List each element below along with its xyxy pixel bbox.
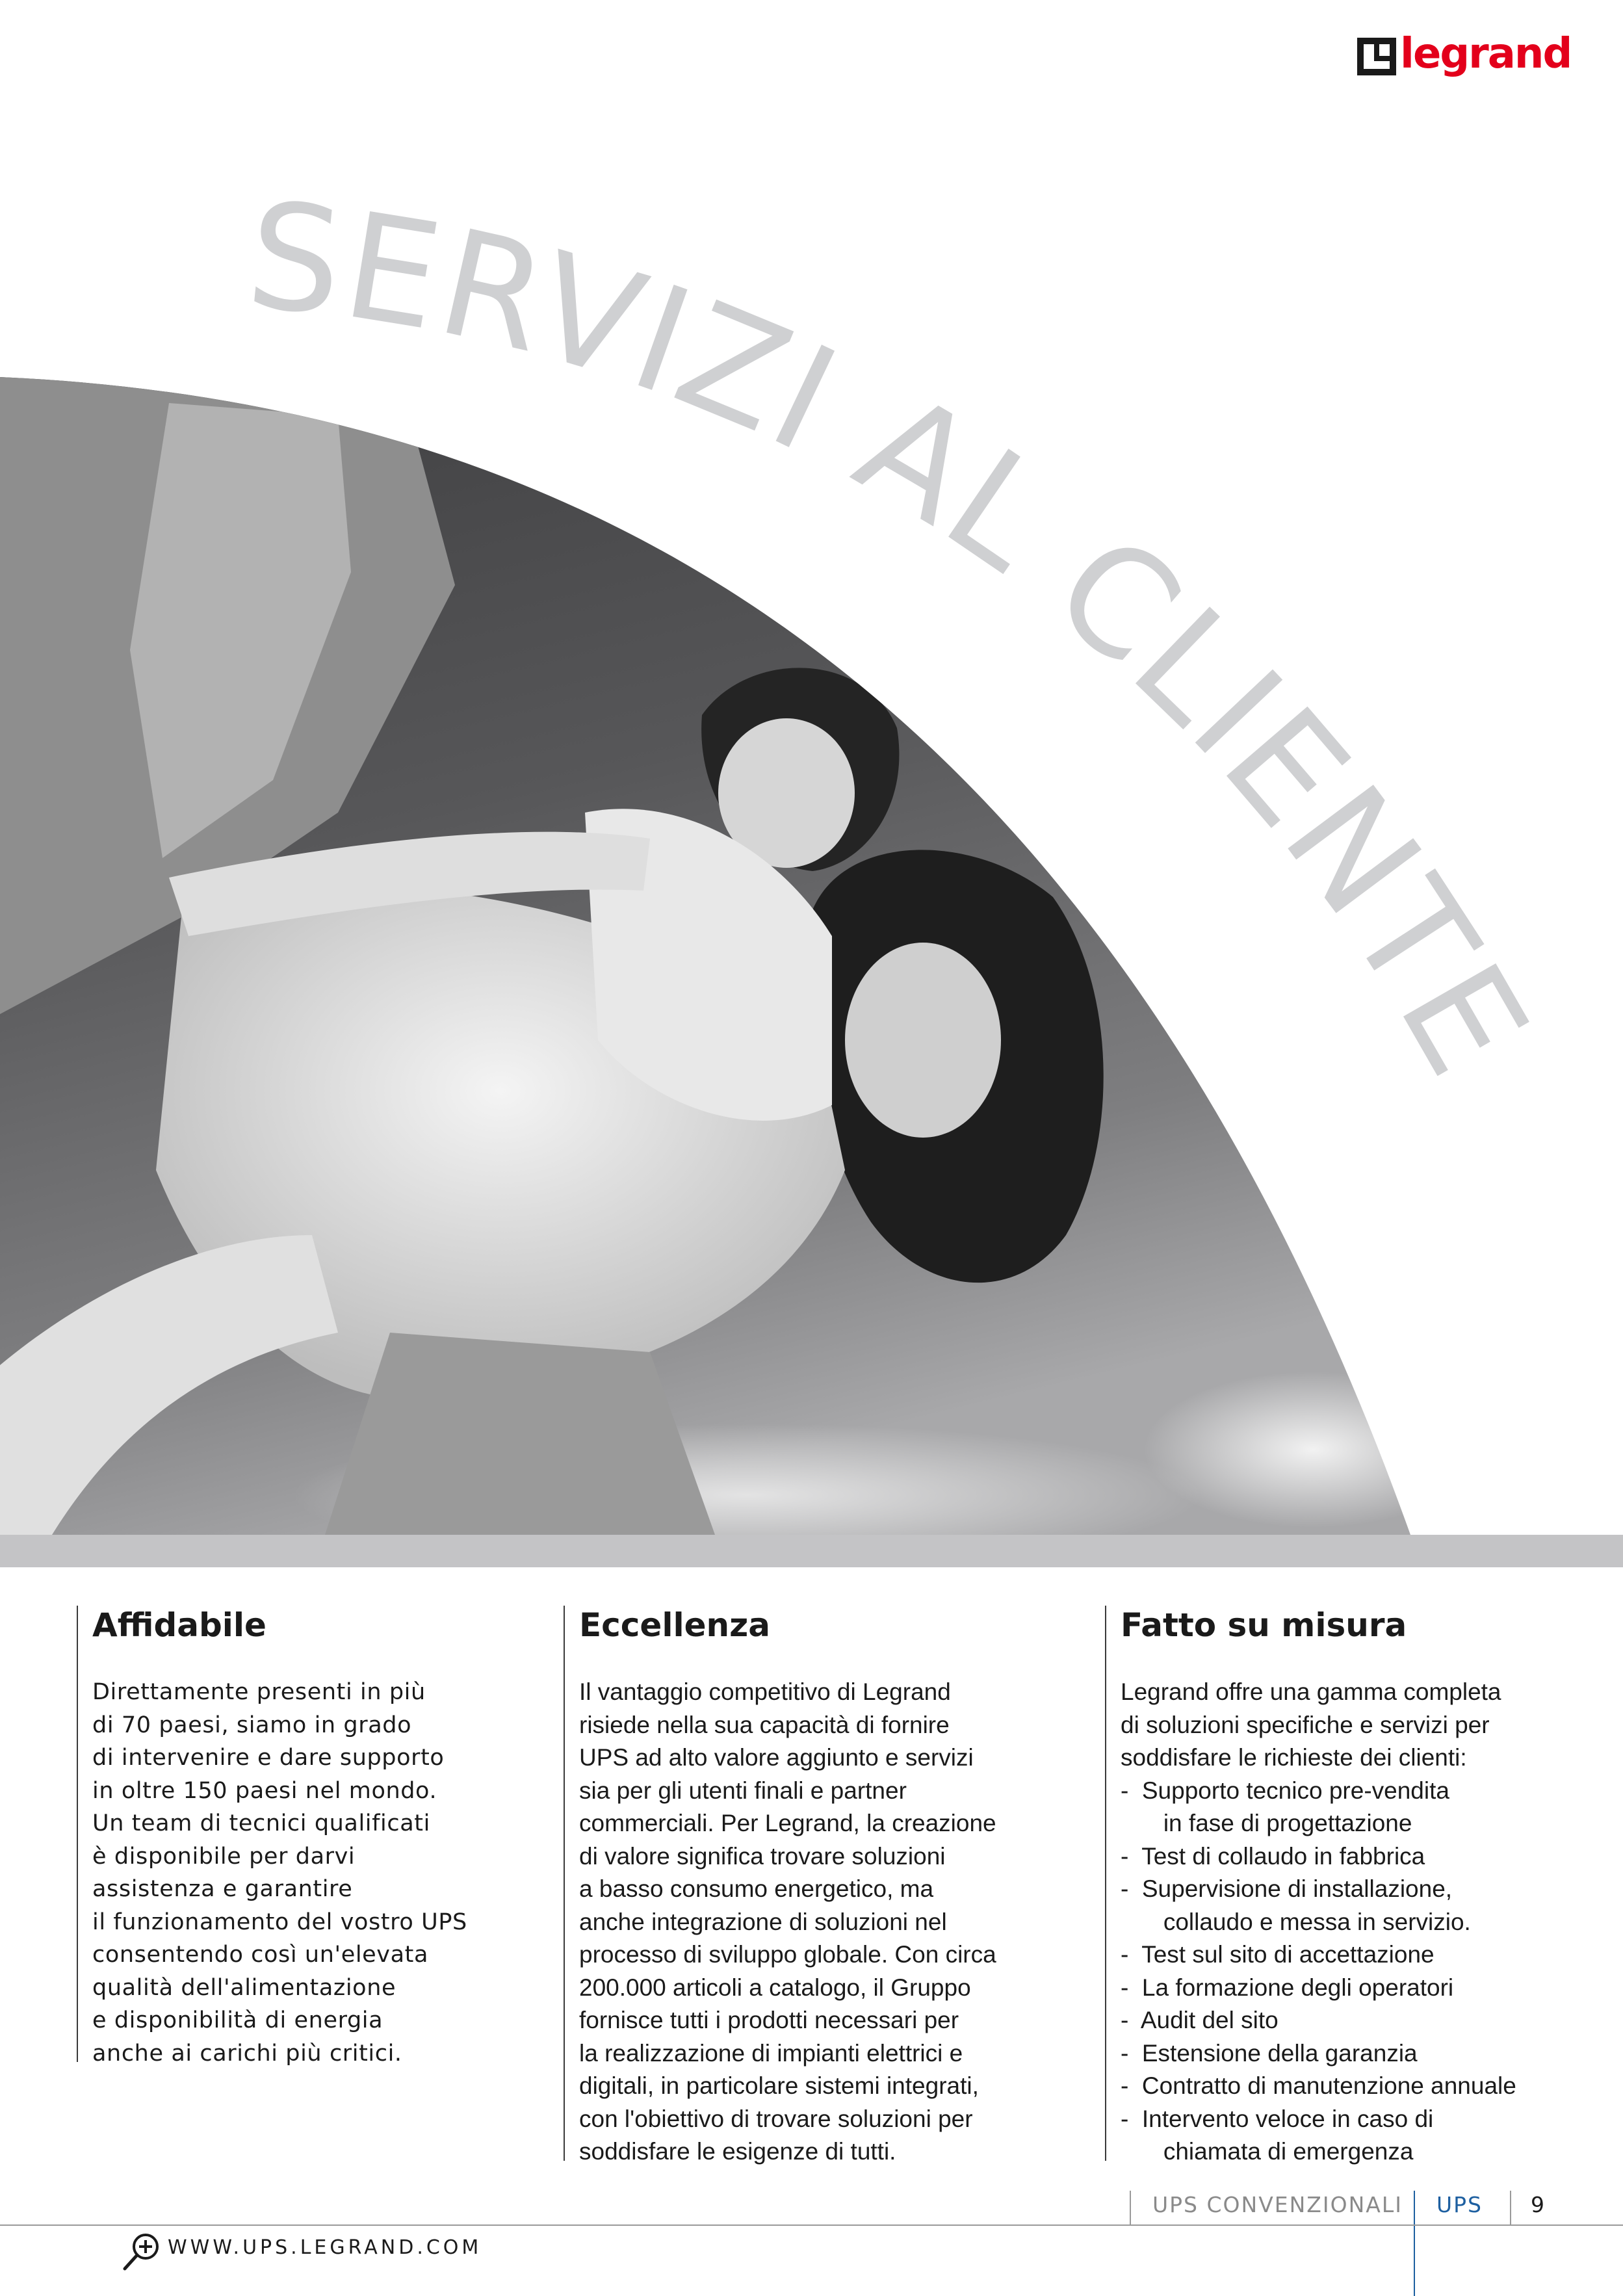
column-rule <box>77 1606 78 2062</box>
body-line: qualità dell'alimentazione <box>92 1974 396 2001</box>
column-body <box>92 1676 467 2070</box>
footer-section-label: UPS CONVENZIONALI <box>1152 2192 1403 2217</box>
list-item: - Supervisione di installazione, collaudo e messa in servizio. <box>1121 1875 1471 1935</box>
body-line: anche integrazione di soluzioni nel <box>579 1908 947 1935</box>
body-line: il funzionamento del vostro UPS <box>92 1909 467 1935</box>
website-link[interactable]: WWW.UPS.LEGRAND.COM <box>168 2236 482 2259</box>
body-line: consentendo così un'elevata <box>92 1942 429 1968</box>
hero-title-text: SERVIZI AL CLIENTE <box>240 170 1561 1104</box>
footer-rule <box>0 2224 1623 2226</box>
body-line: Un team di tecnici qualificati <box>92 1810 430 1836</box>
body-line: digitali, in particolare sistemi integrati, <box>579 2072 979 2099</box>
list-item: - Contratto di manutenzione annuale <box>1121 2072 1516 2099</box>
list-item: - Audit del sito <box>1121 2007 1279 2033</box>
list-item: - La formazione degli operatori <box>1121 1974 1454 2001</box>
body-line: UPS ad alto valore aggiunto e servizi <box>579 1744 974 1771</box>
body-line: Direttamente presenti in più <box>92 1679 426 1705</box>
body-line: in oltre 150 paesi nel mondo. <box>92 1777 437 1804</box>
body-line: fornisce tutti i prodotti necessari per <box>579 2007 959 2033</box>
body-line: assistenza e garantire <box>92 1876 353 1902</box>
legrand-logo-text: legrand <box>1400 30 1572 78</box>
footer-divider <box>1130 2191 1131 2224</box>
body-line: 200.000 articoli a catalogo, il Gruppo <box>579 1974 971 2001</box>
body-line: Legrand offre una gamma completa <box>1121 1678 1501 1705</box>
list-item: - Estensione della garanzia <box>1121 2039 1418 2067</box>
body-line: è disponibile per darvi <box>92 1843 356 1870</box>
footer-product-label: UPS <box>1436 2192 1483 2217</box>
body-line: con l'obiettivo di trovare soluzioni per <box>579 2105 973 2132</box>
list-item: - Test sul sito di accettazione <box>1121 1941 1435 1968</box>
body-line: soddisfare le esigenze di tutti. <box>579 2138 896 2165</box>
body-line: commerciali. Per Legrand, la creazione <box>579 1810 996 1836</box>
footer-divider <box>1510 2191 1511 2224</box>
column-heading: Fatto su misura <box>1121 1606 1407 1644</box>
hero-divider-band <box>0 1535 1623 1567</box>
column-rule <box>1105 1606 1106 2161</box>
column-heading: Eccellenza <box>579 1606 770 1644</box>
list-item: - Intervento veloce in caso di chiamata di emergenza <box>1121 2105 1434 2165</box>
body-line: Il vantaggio competitivo di Legrand <box>579 1678 951 1705</box>
body-line: a basso consumo energetico, ma <box>579 1875 934 1902</box>
body-line: processo di sviluppo globale. Con circa <box>579 1941 996 1968</box>
body-line: di valore significa trovare soluzioni <box>579 1842 946 1870</box>
column-rule <box>564 1606 565 2161</box>
body-line: risiede nella sua capacità di fornire <box>579 1711 950 1738</box>
body-line: di 70 paesi, siamo in grado <box>92 1712 412 1738</box>
body-line: soddisfare le richieste dei clienti: <box>1121 1744 1467 1771</box>
footer-product-divider <box>1414 2191 1415 2296</box>
body-line: sia per gli utenti finali e partner <box>579 1777 907 1804</box>
body-line: e disponibilità di energia <box>92 2007 383 2033</box>
list-item: - Supporto tecnico pre-vendita in fase di progettazione <box>1121 1777 1449 1836</box>
body-line: di soluzioni specifiche e servizi per <box>1121 1711 1490 1738</box>
magnifier-plus-icon <box>122 2231 162 2271</box>
column-body <box>1121 1676 1516 2169</box>
list-item: - Test di collaudo in fabbrica <box>1121 1842 1425 1870</box>
page-number: 9 <box>1531 2192 1546 2217</box>
column-body <box>579 1676 996 2169</box>
body-line: di intervenire e dare supporto <box>92 1745 445 1771</box>
body-line: anche ai carichi più critici. <box>92 2040 402 2067</box>
body-line: la realizzazione di impianti elettrici e <box>579 2039 963 2067</box>
column-heading: Affidabile <box>92 1606 266 1644</box>
